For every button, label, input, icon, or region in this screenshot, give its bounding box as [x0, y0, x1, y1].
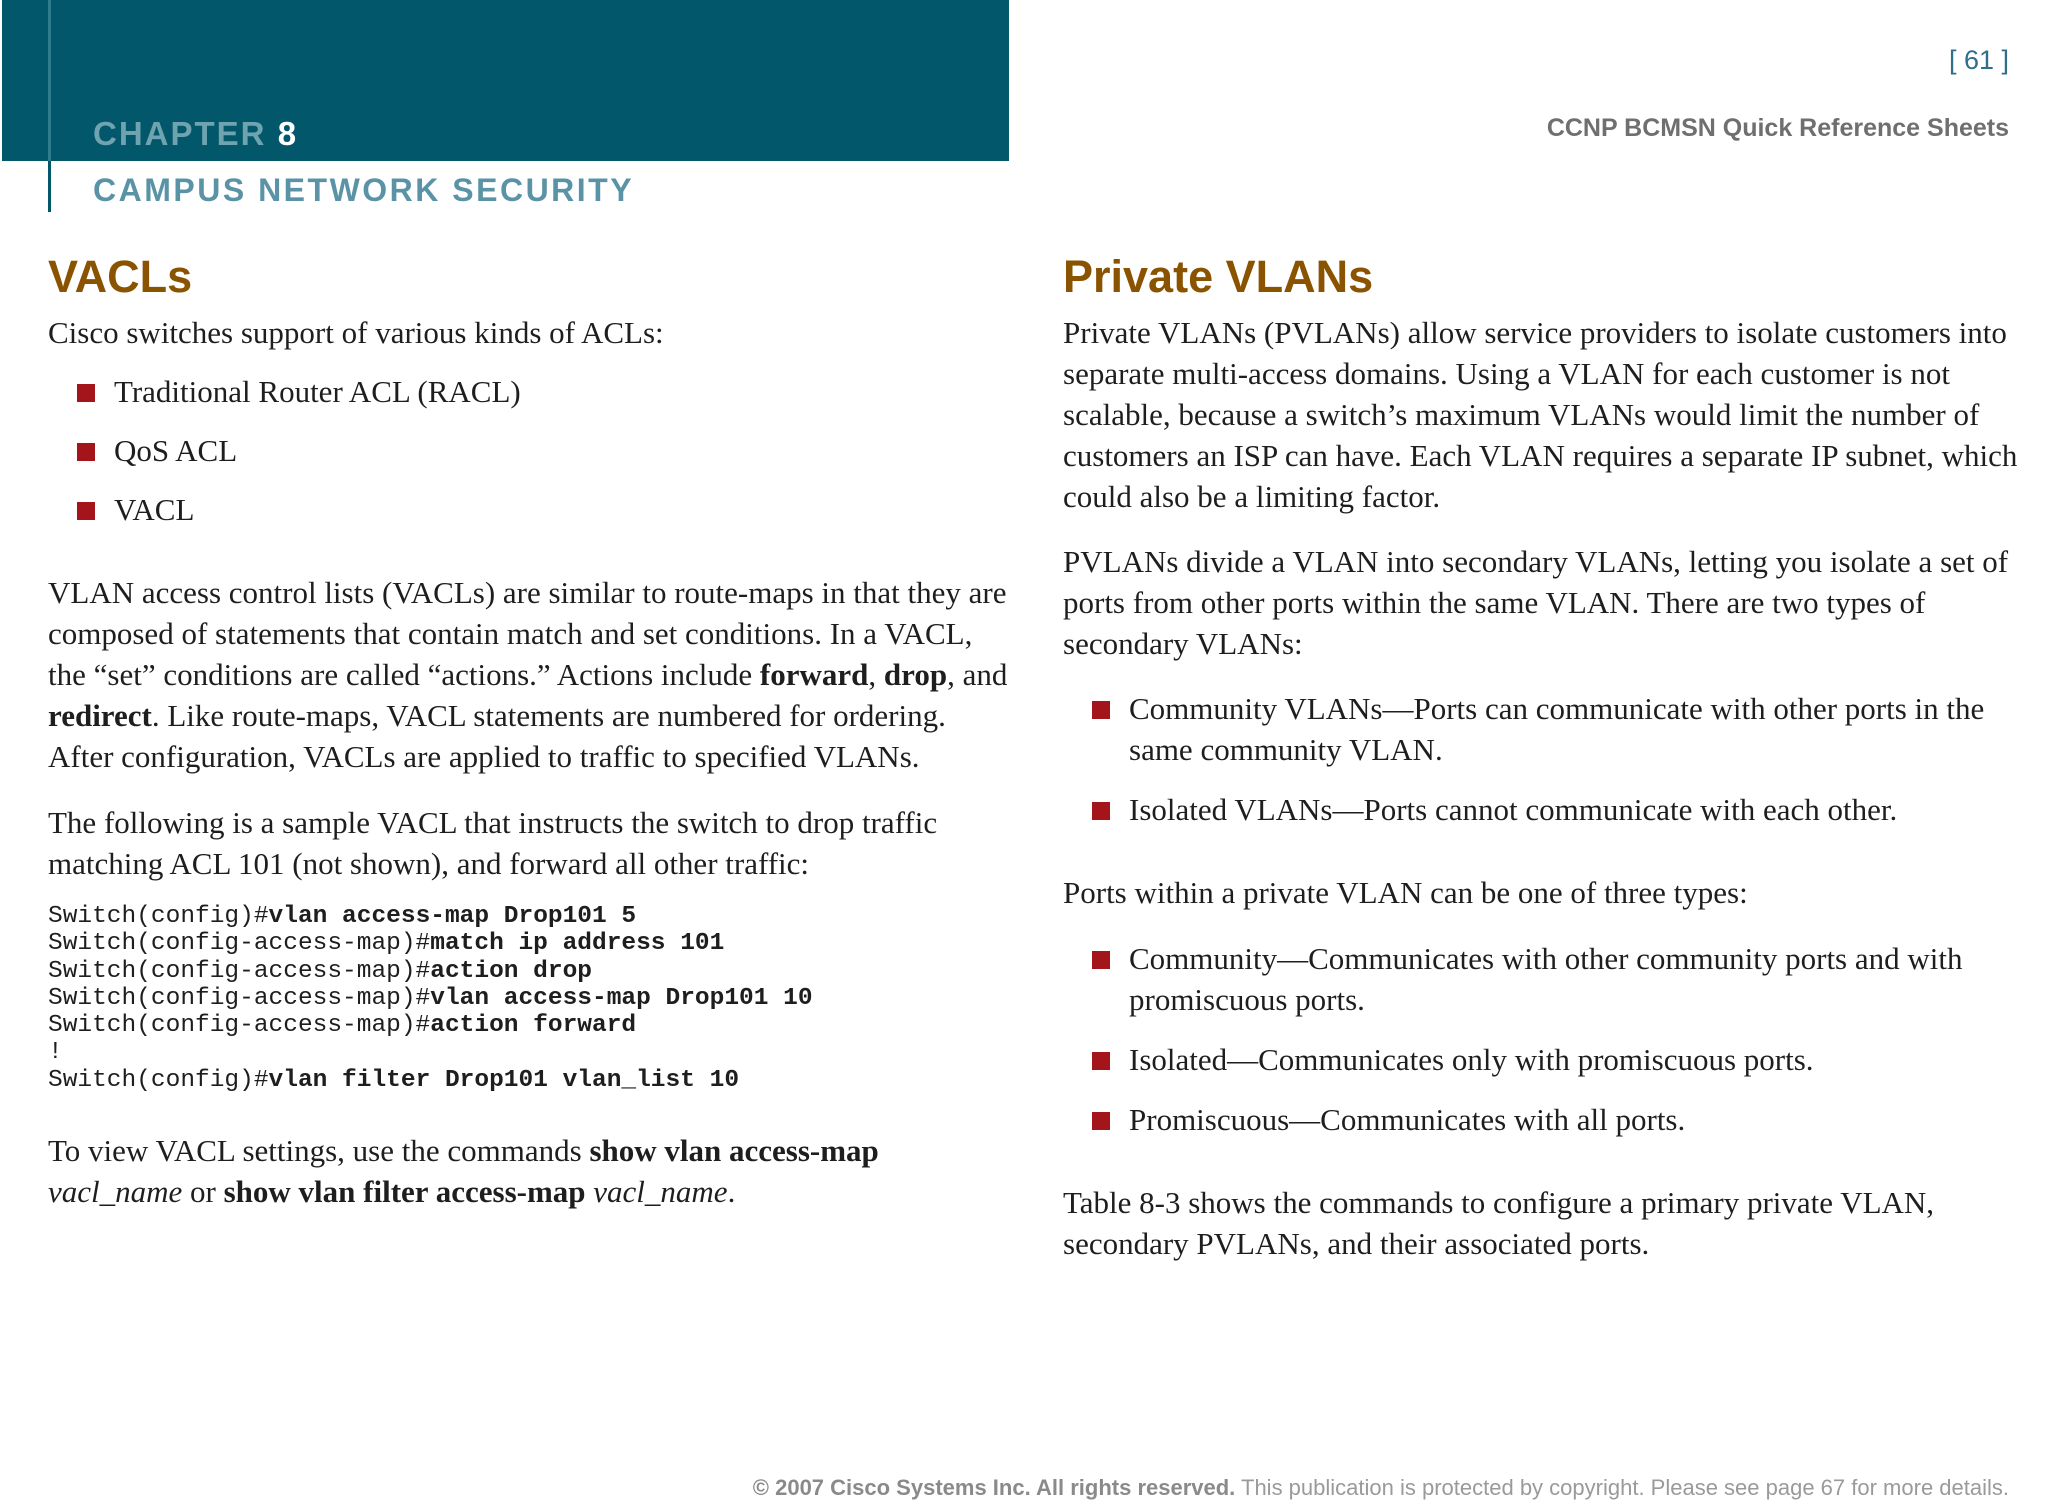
acl-types-list [48, 371, 1013, 530]
list-item-text: Isolated VLANs—Ports cannot communicate with each other. [1129, 792, 1898, 827]
bullet-square-icon [1092, 1052, 1110, 1070]
code-command: vlan access-map Drop101 10 [430, 984, 813, 1012]
right-column [1063, 250, 2023, 1264]
bullet-square-icon [1092, 951, 1110, 969]
code-command: vlan access-map Drop101 5 [268, 903, 637, 930]
list-item [1063, 1039, 2023, 1080]
list-item [48, 430, 1013, 471]
code-line [48, 1067, 1013, 1094]
copyright-footer [753, 1475, 2009, 1501]
list-item [48, 489, 1013, 530]
chapter-number: 8 [277, 115, 299, 152]
port-types-intro: Ports within a private VLAN can be one of three types: [1063, 875, 1748, 910]
code-prompt: Switch(config)# [48, 903, 269, 930]
text-run: . Like route-maps, VACL statements are numbered for ordering. After configuration, VACLs are applied to traffic to specified VLANs. [48, 698, 946, 774]
bullet-square-icon [77, 384, 95, 402]
code-prompt: Switch(config-access-map)# [48, 930, 431, 958]
copyright-text: © 2007 Cisco Systems Inc. All rights reserved. [752, 1475, 1236, 1500]
copyright-notice: This publication is protected by copyright. Please see page 67 for more details. [1235, 1475, 2009, 1500]
code-prompt: Switch(config-access-map)# [48, 957, 431, 985]
text-run: . [727, 1174, 736, 1210]
list-item [1063, 1099, 2023, 1140]
text-run: , [868, 657, 884, 692]
list-item-text: VACL [114, 492, 195, 527]
bullet-square-icon [1092, 701, 1110, 719]
code-command: match ip address 101 [430, 930, 725, 958]
list-item [48, 371, 1013, 412]
keyword-forward: forward [759, 657, 869, 692]
list-item [1063, 938, 2023, 1020]
code-prompt: Switch(config-access-map)# [48, 1012, 431, 1040]
code-line [48, 958, 1013, 985]
chapter-word: CHAPTER [93, 115, 267, 152]
chapter-label [93, 115, 298, 153]
code-line [48, 1012, 1013, 1039]
code-prompt: Switch(config)# [48, 1066, 269, 1094]
table-reference: Table 8-3 shows the commands to configure a primary private VLAN, secondary PVLANs, and their associated ports. [1063, 1185, 1935, 1261]
view-vacl-paragraph [48, 1130, 1013, 1212]
bullet-square-icon [1092, 802, 1110, 820]
port-types-list [1063, 938, 2023, 1140]
list-item-text: Community VLANs—Ports can communicate with other ports in the same community VLAN. [1129, 691, 1985, 767]
vacl-intro: Cisco switches support of various kinds of ACLs: [48, 315, 664, 350]
code-line [48, 1039, 1013, 1066]
vacl-description [48, 572, 1013, 777]
text-run: To view VACL settings, use the commands [48, 1133, 590, 1169]
command-show-vlan-access-map: show vlan access-map [589, 1133, 879, 1169]
pvlan-secondary: PVLANs divide a VLAN into secondary VLANs, letting you isolate a set of ports from other ports within the same VLAN. There are two types of secondary VLANs: [1063, 544, 2009, 661]
code-prompt: ! [48, 1039, 63, 1067]
text-run: , and [947, 657, 1008, 692]
chapter-title: CAMPUS NETWORK SECURITY [93, 172, 635, 208]
code-command: vlan filter Drop101 vlan_list 10 [268, 1066, 740, 1094]
code-prompt: Switch(config-access-map)# [48, 984, 431, 1012]
code-block [48, 903, 1013, 1094]
text-run: VLAN access control lists (VACLs) are similar to route-maps in that they are composed of statements that contain match and set conditions. In a VACL, the “set” conditions are called “actions.” Actions include [48, 575, 1007, 692]
header-rule-accent [48, 0, 51, 161]
code-command: action drop [430, 957, 592, 985]
code-line [48, 930, 1013, 957]
secondary-vlan-types-list [1063, 688, 2023, 830]
list-item-text: Community—Communicates with other community ports and with promiscuous ports. [1129, 941, 1963, 1017]
code-line [48, 985, 1013, 1012]
bullet-square-icon [77, 443, 95, 461]
bullet-square-icon [1092, 1112, 1110, 1130]
left-column [48, 250, 1013, 1212]
bullet-square-icon [77, 502, 95, 520]
list-item-text: QoS ACL [114, 433, 238, 468]
list-item [1063, 688, 2023, 770]
code-line [48, 903, 1013, 930]
section-heading-private-vlans: Private VLANs [1063, 251, 1374, 302]
keyword-redirect: redirect [48, 698, 152, 733]
page-number: [ 61 ] [1948, 45, 2009, 75]
code-command: action forward [430, 1012, 637, 1040]
pvlan-intro: Private VLANs (PVLANs) allow service providers to isolate customers into separate multi-access domains. Using a VLAN for each customer is not scalable, because a switch’s maximum VLANs would limit the number of customers an ISP can have. Each VLAN requires a separate IP subnet, which could also be a limiting factor. [1063, 315, 2018, 514]
book-title: CCNP BCMSN Quick Reference Sheets [1546, 114, 2009, 142]
list-item-text: Isolated—Communicates only with promiscuous ports. [1129, 1042, 1814, 1077]
section-heading-vacls: VACLs [48, 251, 193, 302]
text-run: or [182, 1174, 224, 1210]
sample-intro: The following is a sample VACL that instructs the switch to drop traffic matching ACL 101 (not shown), and forward all other traffic: [48, 805, 938, 881]
list-item-text: Promiscuous—Communicates with all ports. [1129, 1102, 1686, 1137]
command-show-vlan-filter: show vlan filter access-map [223, 1174, 586, 1210]
list-item [1063, 789, 2023, 830]
list-item-text: Traditional Router ACL (RACL) [114, 374, 521, 409]
argument-vacl-name: vacl_name [48, 1174, 183, 1210]
argument-vacl-name: vacl_name [593, 1174, 728, 1210]
keyword-drop: drop [883, 657, 948, 692]
